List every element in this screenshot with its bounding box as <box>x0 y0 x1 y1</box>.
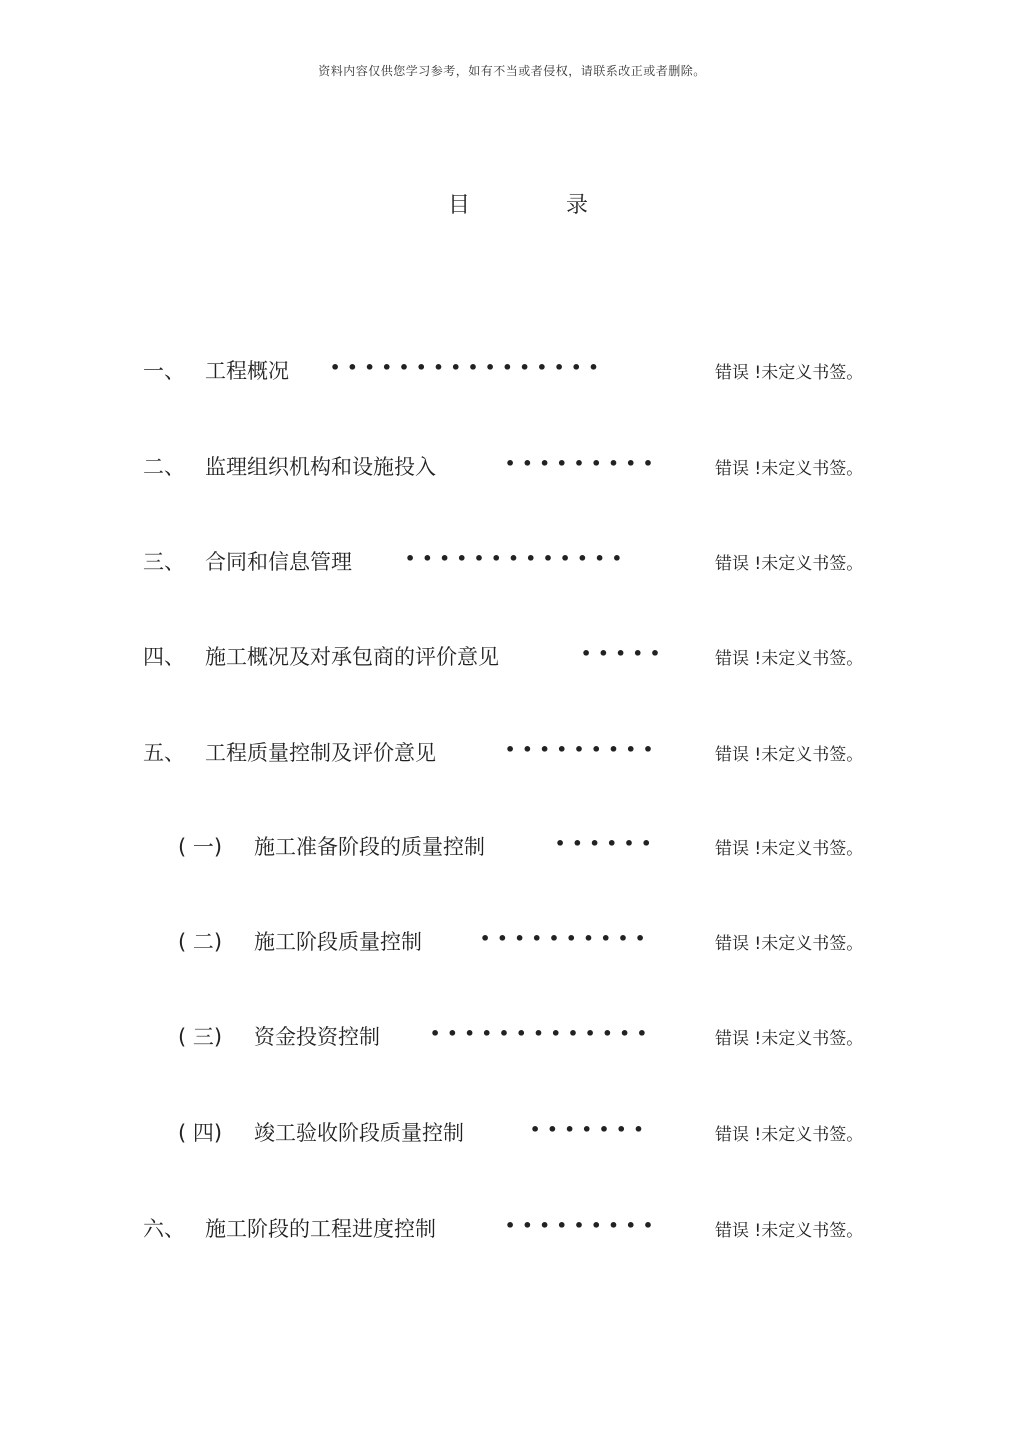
toc-page-reference: 错误 !未定义书签。 <box>715 554 864 574</box>
toc-entry-label: 竣工验收阶段质量控制 <box>254 1121 464 1145</box>
toc-page-reference: 错误 !未定义书签。 <box>715 649 864 669</box>
toc-entry-number: 六、 <box>143 1217 185 1241</box>
toc-entry-number: 二、 <box>143 455 185 479</box>
toc-page-reference: 错误 !未定义书签。 <box>715 1029 864 1049</box>
toc-entry[interactable] <box>0 443 1024 483</box>
toc-entry-number: ( 一) <box>178 835 223 859</box>
toc-dot-leader: •••••••••••••••• <box>330 358 606 377</box>
toc-entry-label: 合同和信息管理 <box>205 550 352 574</box>
toc-dot-leader: ••••••••• <box>505 454 661 473</box>
toc-entry[interactable] <box>0 1205 1024 1245</box>
toc-entry-label: 施工阶段质量控制 <box>254 930 422 954</box>
toc-entry[interactable] <box>0 1109 1024 1149</box>
disclaimer-header: 资料内容仅供您学习参考，如有不当或者侵权，请联系改正或者删除。 <box>318 64 706 78</box>
toc-entry-number: ( 三) <box>178 1025 223 1049</box>
title-char-1: 目 <box>448 193 471 218</box>
toc-page-reference: 错误 !未定义书签。 <box>715 459 864 479</box>
toc-entry[interactable] <box>0 729 1024 769</box>
toc-dot-leader: ••••••••• <box>505 1216 661 1235</box>
toc-entry-number: 五、 <box>143 741 185 765</box>
toc-dot-leader: ••••••••••••• <box>430 1024 654 1043</box>
toc-page-reference: 错误 !未定义书签。 <box>715 1125 864 1145</box>
toc-dot-leader: •••••• <box>555 834 659 853</box>
toc-page-reference: 错误 !未定义书签。 <box>715 839 864 859</box>
toc-entry-label: 监理组织机构和设施投入 <box>205 455 436 479</box>
toc-dot-leader: ••••••••••••• <box>405 549 629 568</box>
toc-dot-leader: ••••••• <box>530 1120 651 1139</box>
toc-entry-number: ( 二) <box>178 930 223 954</box>
toc-entry-label: 资金投资控制 <box>254 1025 380 1049</box>
toc-entry[interactable] <box>0 1013 1024 1053</box>
toc-entry[interactable] <box>0 538 1024 578</box>
toc-dot-leader: ••••• <box>581 644 668 663</box>
toc-entry[interactable] <box>0 823 1024 863</box>
toc-entry-number: 一、 <box>143 359 185 383</box>
toc-page-reference: 错误 !未定义书签。 <box>715 363 864 383</box>
toc-entry-number: ( 四) <box>178 1121 223 1145</box>
toc-entry[interactable] <box>0 347 1024 387</box>
toc-dot-leader: •••••••••• <box>480 929 653 948</box>
toc-entry-label: 工程质量控制及评价意见 <box>205 741 436 765</box>
toc-page-reference: 错误 !未定义书签。 <box>715 745 864 765</box>
toc-entry-label: 施工概况及对承包商的评价意见 <box>205 645 499 669</box>
toc-entry[interactable] <box>0 633 1024 673</box>
toc-dot-leader: ••••••••• <box>505 740 661 759</box>
title-char-2: 录 <box>565 193 588 218</box>
toc-entry-label: 施工阶段的工程进度控制 <box>205 1217 436 1241</box>
toc-entry-number: 四、 <box>143 645 185 669</box>
toc-entry-label: 施工准备阶段的质量控制 <box>254 835 485 859</box>
page-title <box>448 188 588 219</box>
toc-entry[interactable] <box>0 918 1024 958</box>
toc-page-reference: 错误 !未定义书签。 <box>715 1221 864 1241</box>
toc-page-reference: 错误 !未定义书签。 <box>715 934 864 954</box>
toc-entry-number: 三、 <box>143 550 185 574</box>
toc-entry-label: 工程概况 <box>205 359 289 383</box>
